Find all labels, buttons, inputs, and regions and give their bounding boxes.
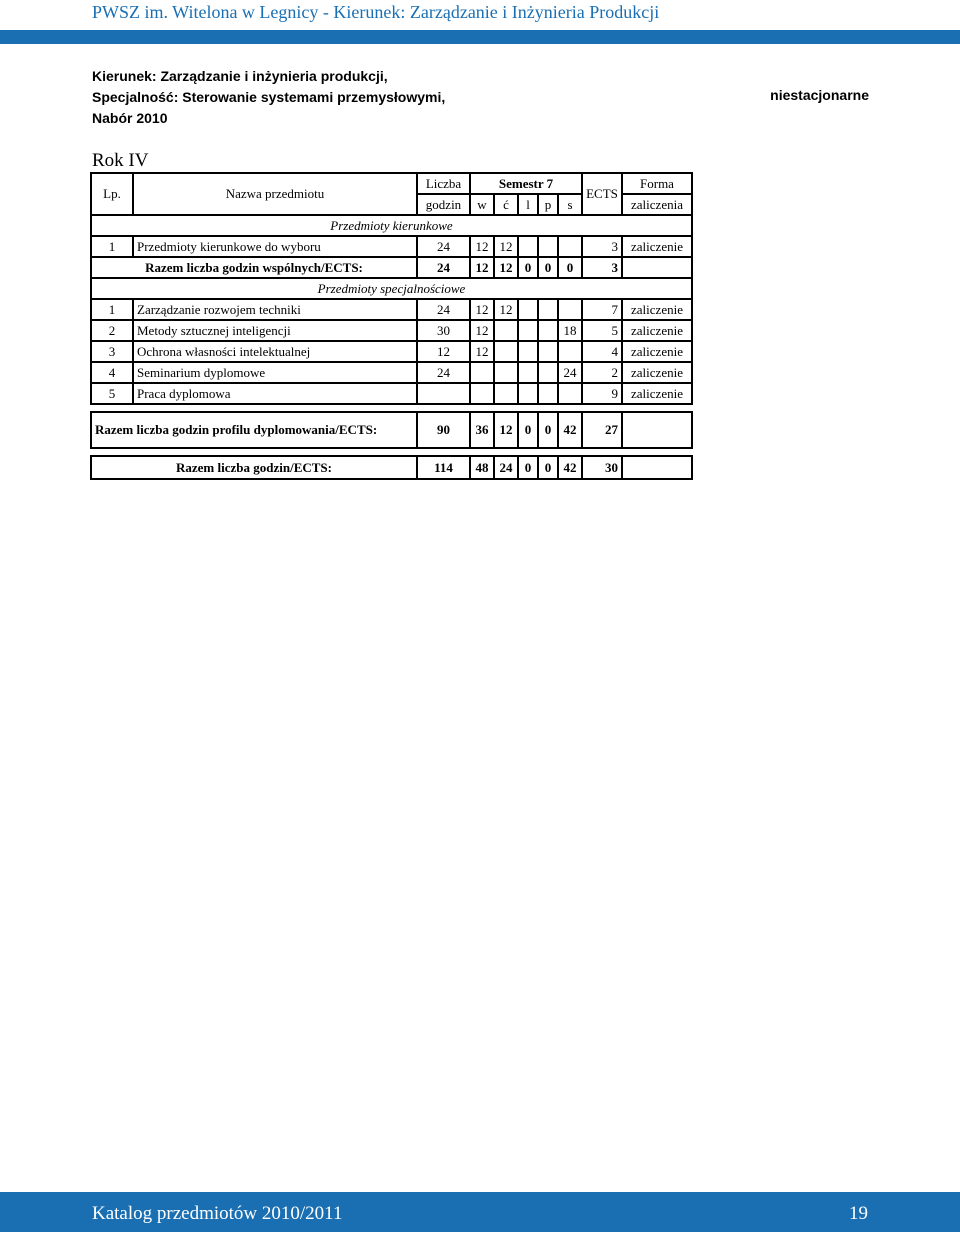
table-header-row-1 (91, 173, 692, 194)
cell-name: Ochrona własności intelektualnej (133, 341, 417, 362)
cell-p (538, 320, 558, 341)
cell-ects: 9 (582, 383, 622, 404)
cell-l (518, 320, 538, 341)
cell-l (518, 341, 538, 362)
cell-godzin: 30 (417, 320, 470, 341)
header-w: w (470, 194, 494, 215)
cell-ects: 2 (582, 362, 622, 383)
cell-w: 12 (470, 341, 494, 362)
cell-l (518, 236, 538, 257)
summary-empty (622, 456, 692, 479)
cell-l (518, 299, 538, 320)
section-row (91, 278, 692, 299)
cell-w: 12 (470, 320, 494, 341)
cell-forma: zaliczenie (622, 299, 692, 320)
summary-empty (622, 412, 692, 448)
cell-godzin: 24 (417, 299, 470, 320)
cell-lp: 1 (91, 236, 133, 257)
header-forma: Forma (622, 173, 692, 194)
cell-s (558, 383, 582, 404)
header-title: PWSZ im. Witelona w Legnicy - Kierunek: Zarządzanie i Inżynieria Produkcji (92, 2, 660, 22)
header-rule (0, 30, 960, 44)
cell-c (494, 383, 518, 404)
summary-godzin: 114 (417, 456, 470, 479)
cell-w: 12 (470, 236, 494, 257)
cell-p (538, 383, 558, 404)
summary-row (91, 257, 692, 278)
cell-c: 12 (494, 299, 518, 320)
cell-forma: zaliczenie (622, 320, 692, 341)
cell-c (494, 341, 518, 362)
summary-row (91, 412, 692, 448)
cell-c: 12 (494, 236, 518, 257)
cell-godzin (417, 383, 470, 404)
summary-label: Razem liczba godzin/ECTS: (91, 456, 417, 479)
summary-l: 0 (518, 456, 538, 479)
curriculum-table (90, 172, 693, 480)
cell-lp: 3 (91, 341, 133, 362)
summary-p: 0 (538, 456, 558, 479)
cell-p (538, 341, 558, 362)
summary-godzin: 90 (417, 412, 470, 448)
table-row (91, 299, 692, 320)
section-row (91, 215, 692, 236)
cell-lp: 1 (91, 299, 133, 320)
cell-name: Seminarium dyplomowe (133, 362, 417, 383)
cell-s: 24 (558, 362, 582, 383)
cell-lp: 5 (91, 383, 133, 404)
header-l: l (518, 194, 538, 215)
cell-godzin: 12 (417, 341, 470, 362)
summary-c: 24 (494, 456, 518, 479)
cell-s: 18 (558, 320, 582, 341)
cell-lp: 4 (91, 362, 133, 383)
section-title: Przedmioty specjalnościowe (91, 278, 692, 299)
header-lp: Lp. (91, 173, 133, 215)
cell-c (494, 320, 518, 341)
header-c: ć (494, 194, 518, 215)
section-title: Przedmioty kierunkowe (91, 215, 692, 236)
spacer-row (91, 404, 692, 412)
cell-godzin: 24 (417, 362, 470, 383)
summary-l: 0 (518, 412, 538, 448)
spacer-row (91, 448, 692, 456)
cell-ects: 4 (582, 341, 622, 362)
table-row (91, 341, 692, 362)
cell-forma: zaliczenie (622, 362, 692, 383)
header-name: Nazwa przedmiotu (133, 173, 417, 215)
page-header (0, 0, 960, 44)
program-info (92, 66, 445, 129)
header-ects: ECTS (582, 173, 622, 215)
summary-godzin: 24 (417, 257, 470, 278)
cell-name: Przedmioty kierunkowe do wyboru (133, 236, 417, 257)
header-godzin: godzin (417, 194, 470, 215)
summary-l: 0 (518, 257, 538, 278)
summary-ects: 30 (582, 456, 622, 479)
spacer-cell (91, 448, 692, 456)
cell-w (470, 362, 494, 383)
summary-label: Razem liczba godzin wspólnych/ECTS: (91, 257, 417, 278)
footer-catalog-title: Katalog przedmiotów 2010/2011 (92, 1203, 343, 1224)
study-mode: niestacjonarne (770, 87, 869, 103)
summary-p: 0 (538, 412, 558, 448)
summary-p: 0 (538, 257, 558, 278)
cell-lp: 2 (91, 320, 133, 341)
summary-w: 12 (470, 257, 494, 278)
page-number: 19 (849, 1203, 868, 1224)
summary-s: 42 (558, 412, 582, 448)
summary-ects: 27 (582, 412, 622, 448)
cell-w: 12 (470, 299, 494, 320)
cell-ects: 3 (582, 236, 622, 257)
cell-s (558, 236, 582, 257)
cell-l (518, 383, 538, 404)
summary-empty (622, 257, 692, 278)
header-semester: Semestr 7 (470, 173, 582, 194)
spacer-cell (91, 404, 692, 412)
program-intake: Nabór 2010 (92, 110, 168, 126)
cell-l (518, 362, 538, 383)
cell-forma: zaliczenie (622, 341, 692, 362)
summary-ects: 3 (582, 257, 622, 278)
cell-c (494, 362, 518, 383)
summary-label: Razem liczba godzin profilu dyplomowania/ECTS: (91, 412, 417, 448)
cell-w (470, 383, 494, 404)
header-liczba: Liczba (417, 173, 470, 194)
summary-c: 12 (494, 257, 518, 278)
cell-forma: zaliczenie (622, 383, 692, 404)
table-row (91, 383, 692, 404)
program-field: Kierunek: Zarządzanie i inżynieria produkcji, (92, 68, 388, 84)
summary-w: 36 (470, 412, 494, 448)
summary-c: 12 (494, 412, 518, 448)
table-row (91, 362, 692, 383)
cell-name: Zarządzanie rozwojem techniki (133, 299, 417, 320)
cell-ects: 5 (582, 320, 622, 341)
program-specialty: Specjalność: Sterowanie systemami przemysłowymi, (92, 89, 446, 105)
cell-s (558, 299, 582, 320)
header-s: s (558, 194, 582, 215)
study-year: Rok IV (92, 150, 149, 171)
summary-w: 48 (470, 456, 494, 479)
cell-s (558, 341, 582, 362)
summary-s: 0 (558, 257, 582, 278)
cell-name: Praca dyplomowa (133, 383, 417, 404)
header-p: p (538, 194, 558, 215)
cell-p (538, 236, 558, 257)
cell-p (538, 299, 558, 320)
cell-godzin: 24 (417, 236, 470, 257)
cell-p (538, 362, 558, 383)
table-row (91, 320, 692, 341)
summary-row (91, 456, 692, 479)
header-zaliczenia: zaliczenia (622, 194, 692, 215)
cell-ects: 7 (582, 299, 622, 320)
table-row (91, 236, 692, 257)
cell-name: Metody sztucznej inteligencji (133, 320, 417, 341)
cell-forma: zaliczenie (622, 236, 692, 257)
summary-s: 42 (558, 456, 582, 479)
